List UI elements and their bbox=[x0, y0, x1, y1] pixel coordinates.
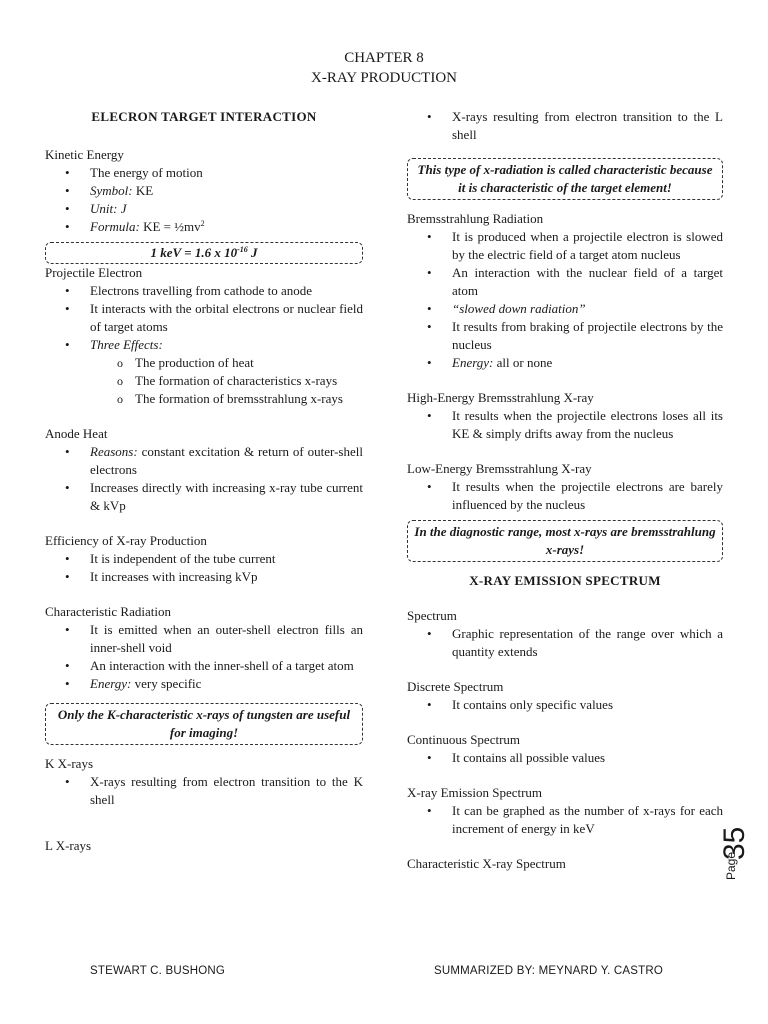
list-item bbox=[45, 621, 363, 657]
chapter-heading bbox=[0, 48, 768, 88]
list-item bbox=[407, 318, 723, 354]
bullet-text: It increases with increasing kVp bbox=[90, 569, 258, 584]
bullet-text: The energy of motion bbox=[90, 165, 203, 180]
list-item bbox=[45, 218, 363, 236]
topic-emission-spectrum: X-ray Emission Spectrum bbox=[407, 785, 543, 800]
bullet-text: constant excitation & return of outer-shell electrons bbox=[90, 444, 363, 477]
bullet-label: Reasons: bbox=[90, 444, 138, 459]
bullet-label: Unit: J bbox=[90, 201, 127, 216]
list-item bbox=[407, 264, 723, 300]
footer-summarizer: SUMMARIZED BY: MEYNARD Y. CASTRO bbox=[434, 965, 663, 977]
page-number bbox=[718, 820, 752, 880]
list-item bbox=[45, 300, 363, 336]
efficiency-list bbox=[45, 550, 363, 586]
sub-bullet-text: The formation of characteristics x-rays bbox=[135, 373, 338, 388]
three-effects-sublist bbox=[45, 354, 363, 408]
bullet-text: It can be graphed as the number of x-rays for each increment of energy in keV bbox=[452, 803, 723, 836]
list-item bbox=[45, 443, 363, 479]
bullet-label: Three Effects: bbox=[90, 337, 163, 352]
discrete-list bbox=[407, 696, 723, 714]
k-xrays-list bbox=[45, 773, 363, 809]
page-number-value: 35 bbox=[718, 826, 751, 860]
topic-characteristic-radiation: Characteristic Radiation bbox=[45, 604, 171, 619]
bullet-label: Formula: bbox=[90, 219, 140, 234]
topic-discrete-spectrum: Discrete Spectrum bbox=[407, 679, 504, 694]
bullet-text: It results when the projectile electrons loses all its KE & simply drifts away from the nucleus bbox=[452, 408, 723, 441]
topic-characteristic-spectrum: Characteristic X-ray Spectrum bbox=[407, 856, 566, 871]
sub-list-item bbox=[45, 372, 363, 390]
bullet-text: all or none bbox=[493, 355, 553, 370]
list-item bbox=[407, 625, 723, 661]
list-item bbox=[407, 300, 723, 318]
topic-kinetic-energy: Kinetic Energy bbox=[45, 147, 124, 162]
bullet-text: KE bbox=[132, 183, 154, 198]
page-label: Page bbox=[724, 851, 738, 880]
spectrum-list bbox=[407, 625, 723, 661]
bullet-text: It is produced when a projectile electron is slowed by the electric field of a target atom nucleus bbox=[452, 229, 723, 262]
list-item bbox=[407, 749, 723, 767]
list-item bbox=[407, 354, 723, 372]
list-item bbox=[45, 200, 363, 218]
topic-efficiency: Efficiency of X-ray Production bbox=[45, 533, 207, 548]
list-item bbox=[407, 478, 723, 514]
list-item bbox=[45, 164, 363, 182]
bullet-text: An interaction with the inner-shell of a target atom bbox=[90, 658, 354, 673]
bullet-label: Symbol: bbox=[90, 183, 133, 198]
section-title-electron-target: ELECRON TARGET INTERACTION bbox=[91, 109, 317, 124]
topic-k-xrays: K X-rays bbox=[45, 756, 94, 771]
kinetic-energy-list bbox=[45, 164, 363, 236]
list-item bbox=[407, 696, 723, 714]
list-item bbox=[407, 108, 723, 144]
sub-bullet-text: The production of heat bbox=[135, 355, 254, 370]
list-item bbox=[45, 182, 363, 200]
list-item bbox=[45, 336, 363, 354]
continuous-list bbox=[407, 749, 723, 767]
footer-author: STEWART C. BUSHONG bbox=[90, 965, 226, 977]
low-energy-list bbox=[407, 478, 723, 514]
bullet-text: Electrons travelling from cathode to anode bbox=[90, 283, 313, 298]
high-energy-list bbox=[407, 407, 723, 443]
sub-list-item bbox=[45, 354, 363, 372]
projectile-list bbox=[45, 282, 363, 354]
bullet-text: very specific bbox=[131, 676, 202, 691]
bullet-text: It is emitted when an outer-shell electron fills an inner-shell void bbox=[90, 622, 363, 655]
list-item bbox=[45, 675, 363, 693]
superscript: 2 bbox=[200, 219, 205, 228]
sub-list-item bbox=[45, 390, 363, 408]
bullet-text: An interaction with the nuclear field of a target atom bbox=[452, 265, 723, 298]
topic-high-energy-brems: High-Energy Bremsstrahlung X-ray bbox=[407, 390, 594, 405]
list-item bbox=[407, 228, 723, 264]
topic-bremsstrahlung: Bremsstrahlung Radiation bbox=[407, 211, 544, 226]
topic-projectile-electron: Projectile Electron bbox=[45, 265, 143, 280]
callout-box-tungsten: Only the K-characteristic x-rays of tungsten are useful for imaging! bbox=[45, 703, 363, 745]
callout-box-diagnostic: In the diagnostic range, most x-rays are bremsstrahlung x-rays! bbox=[407, 520, 723, 562]
bullet-label: Energy: bbox=[90, 676, 132, 691]
chapter-title: X-RAY PRODUCTION bbox=[311, 70, 457, 86]
bullet-text: It interacts with the orbital electrons or nuclear field of target atoms bbox=[90, 301, 363, 334]
bullet-text: It contains only specific values bbox=[452, 697, 614, 712]
bullet-text: KE = ½mv bbox=[139, 219, 201, 234]
bullet-text: “slowed down radiation” bbox=[452, 301, 586, 316]
chapter-number: CHAPTER 8 bbox=[344, 50, 424, 66]
bullet-text: It contains all possible values bbox=[452, 750, 606, 765]
right-column bbox=[407, 108, 723, 873]
bullet-text: It is independent of the tube current bbox=[90, 551, 276, 566]
list-item bbox=[407, 802, 723, 838]
formula-box bbox=[45, 242, 363, 264]
bullet-text: It results from braking of projectile electrons by the nucleus bbox=[452, 319, 723, 352]
anode-heat-list bbox=[45, 443, 363, 515]
bullet-text: X-rays resulting from electron transition to the K shell bbox=[90, 774, 363, 807]
sub-bullet-text: The formation of bremsstrahlung x-rays bbox=[135, 391, 343, 406]
bremsstrahlung-list bbox=[407, 228, 723, 372]
list-item bbox=[45, 568, 363, 586]
list-item bbox=[45, 282, 363, 300]
topic-spectrum: Spectrum bbox=[407, 608, 457, 623]
topic-l-xrays: L X-rays bbox=[45, 838, 92, 853]
callout-box-characteristic: This type of x-radiation is called characteristic because it is characteristic of the target element! bbox=[407, 158, 723, 200]
formula-text: 1 keV = 1.6 x 10 bbox=[150, 245, 238, 260]
list-item bbox=[45, 773, 363, 809]
formula-unit: J bbox=[247, 245, 258, 260]
topic-continuous-spectrum: Continuous Spectrum bbox=[407, 732, 521, 747]
topic-anode-heat: Anode Heat bbox=[45, 426, 108, 441]
left-column bbox=[45, 108, 363, 855]
emission-list bbox=[407, 802, 723, 838]
list-item bbox=[45, 657, 363, 675]
l-xrays-list bbox=[407, 108, 723, 144]
list-item bbox=[45, 479, 363, 515]
list-item bbox=[407, 407, 723, 443]
bullet-label: Energy: bbox=[452, 355, 494, 370]
bullet-text: X-rays resulting from electron transition to the L shell bbox=[452, 109, 723, 142]
formula-exponent: -16 bbox=[237, 245, 248, 254]
bullet-text: It results when the projectile electrons are barely influenced by the nucleus bbox=[452, 479, 723, 512]
bullet-text: Increases directly with increasing x-ray tube current & kVp bbox=[90, 480, 363, 513]
section-title-emission-spectrum: X-RAY EMISSION SPECTRUM bbox=[469, 573, 661, 588]
list-item bbox=[45, 550, 363, 568]
topic-low-energy-brems: Low-Energy Bremsstrahlung X-ray bbox=[407, 461, 592, 476]
bullet-text: Graphic representation of the range over which a quantity extends bbox=[452, 626, 723, 659]
characteristic-list bbox=[45, 621, 363, 693]
